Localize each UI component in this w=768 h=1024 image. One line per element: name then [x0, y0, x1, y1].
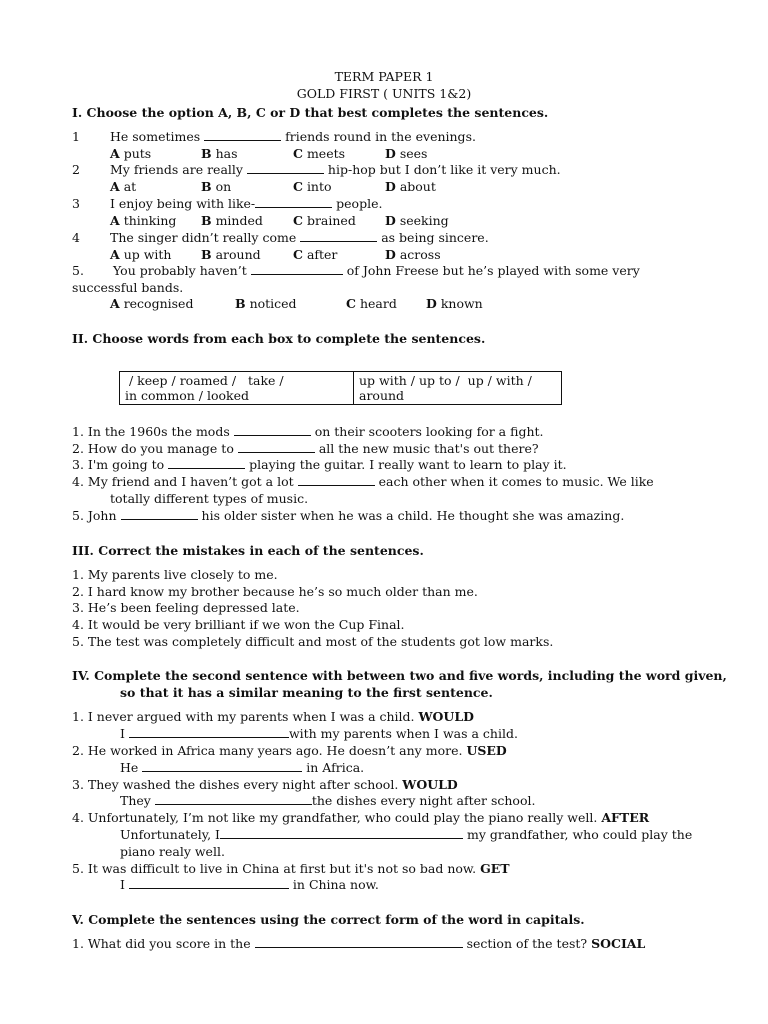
list-item: 1. I never argued with my parents when I was a child. WOULD — [72, 709, 474, 724]
answer-blank[interactable] — [121, 508, 198, 520]
key-word: WOULD — [418, 709, 474, 724]
list-item: 4. My friend and I haven’t got a lot each other when it comes to music. We like — [72, 474, 654, 489]
list-item: 5. The test was completely difficult and most of the students got low marks. — [72, 634, 554, 649]
option-c[interactable]: C heard — [346, 296, 397, 311]
word-box-right: up with / up to / up / with / around — [354, 372, 562, 405]
section-4-heading-continued: so that it has a similar meaning to the first sentence. — [120, 685, 493, 700]
list-item: 2. How do you manage to all the new music that's out there? — [72, 441, 539, 456]
list-item: 4. It would be very brilliant if we won the Cup Final. — [72, 617, 405, 632]
answer-line-continued: piano realy well. — [120, 844, 225, 859]
section-3-heading: III. Correct the mistakes in each of the sentences. — [72, 543, 424, 558]
key-word: SOCIAL — [591, 936, 646, 951]
question-text: My friends are really hip-hop but I don’t like it very much. — [110, 162, 561, 177]
list-item-continued: totally different types of music. — [110, 491, 309, 506]
answer-blank[interactable] — [220, 827, 463, 839]
word-box — [119, 371, 562, 405]
option-d[interactable]: D known — [426, 296, 483, 311]
option-a[interactable]: A at — [110, 179, 137, 194]
option-b[interactable]: B on — [201, 179, 232, 194]
question-text: He sometimes friends round in the evenings. — [110, 129, 476, 144]
answer-blank[interactable] — [155, 793, 312, 805]
option-b[interactable]: B noticed — [235, 296, 297, 311]
question-text: I enjoy being with like- people. — [110, 196, 383, 211]
list-item: 1. What did you score in the section of the test? SOCIAL — [72, 936, 646, 951]
answer-blank[interactable] — [129, 877, 289, 889]
answer-line: I with my parents when I was a child. — [120, 726, 518, 741]
key-word: AFTER — [601, 810, 650, 825]
list-item: 1. In the 1960s the mods on their scooters looking for a fight. — [72, 424, 544, 439]
answer-blank[interactable] — [300, 230, 377, 242]
option-b[interactable]: B minded — [201, 213, 263, 228]
option-a[interactable]: A up with — [110, 247, 172, 262]
word-box-left: / keep / roamed / take / in common / looked — [120, 372, 354, 405]
option-c[interactable]: C after — [293, 247, 338, 262]
list-item: 2. He worked in Africa many years ago. He doesn’t any more. USED — [72, 743, 507, 758]
key-word: USED — [466, 743, 507, 758]
key-word: WOULD — [402, 777, 458, 792]
option-a[interactable]: A thinking — [110, 213, 177, 228]
answer-blank[interactable] — [204, 129, 281, 141]
option-c[interactable]: C into — [293, 179, 332, 194]
answer-blank[interactable] — [255, 196, 332, 208]
answer-blank[interactable] — [234, 424, 311, 436]
question-number: 1 — [72, 129, 80, 144]
list-item: 3. I'm going to playing the guitar. I really want to learn to play it. — [72, 457, 567, 472]
answer-blank[interactable] — [298, 474, 375, 486]
key-word: GET — [480, 861, 510, 876]
option-c[interactable]: C brained — [293, 213, 356, 228]
option-a[interactable]: A recognised — [110, 296, 194, 311]
option-b[interactable]: B has — [201, 146, 238, 161]
option-d[interactable]: D seeking — [385, 213, 449, 228]
answer-blank[interactable] — [238, 441, 315, 453]
question-text: The singer didn’t really come as being sincere. — [110, 230, 489, 245]
section-1-heading: I. Choose the option A, B, C or D that best completes the sentences. — [72, 105, 549, 120]
answer-blank[interactable] — [247, 162, 324, 174]
list-item: 3. They washed the dishes every night after school. WOULD — [72, 777, 458, 792]
answer-blank[interactable] — [168, 457, 245, 469]
option-d[interactable]: D sees — [385, 146, 428, 161]
question-text: You probably haven’t of John Freese but he’s played with some very — [113, 263, 640, 278]
answer-line: They the dishes every night after school. — [120, 793, 536, 808]
question-number: 5. — [72, 263, 84, 278]
list-item: 3. He’s been feeling depressed late. — [72, 600, 300, 615]
answer-blank[interactable] — [142, 760, 302, 772]
option-c[interactable]: C meets — [293, 146, 346, 161]
section-4-heading: IV. Complete the second sentence with between two and five words, including the word given, — [72, 668, 727, 683]
answer-line: He in Africa. — [120, 760, 365, 775]
page-title: TERM PAPER 1 — [334, 69, 434, 84]
option-a[interactable]: A puts — [110, 146, 152, 161]
page-subtitle: GOLD FIRST ( UNITS 1&2) — [296, 86, 472, 101]
answer-line: Unfortunately, I my grandfather, who could play the — [120, 827, 693, 842]
list-item: 2. I hard know my brother because he’s so much older than me. — [72, 584, 478, 599]
answer-line: I in China now. — [120, 877, 379, 892]
answer-blank[interactable] — [251, 263, 343, 275]
option-b[interactable]: B around — [201, 247, 261, 262]
list-item: 1. My parents live closely to me. — [72, 567, 278, 582]
option-d[interactable]: D across — [385, 247, 441, 262]
list-item: 5. It was difficult to live in China at first but it's not so bad now. GET — [72, 861, 510, 876]
option-d[interactable]: D about — [385, 179, 436, 194]
question-text-continued: successful bands. — [72, 280, 184, 295]
list-item: 5. John his older sister when he was a child. He thought she was amazing. — [72, 508, 625, 523]
question-number: 3 — [72, 196, 80, 211]
answer-blank[interactable] — [129, 726, 289, 738]
list-item: 4. Unfortunately, I’m not like my grandfather, who could play the piano really well. AFTER — [72, 810, 650, 825]
question-number: 2 — [72, 162, 80, 177]
section-5-heading: V. Complete the sentences using the correct form of the word in capitals. — [72, 912, 585, 927]
question-number: 4 — [72, 230, 80, 245]
section-2-heading: II. Choose words from each box to complete the sentences. — [72, 331, 486, 346]
answer-blank[interactable] — [255, 936, 463, 948]
